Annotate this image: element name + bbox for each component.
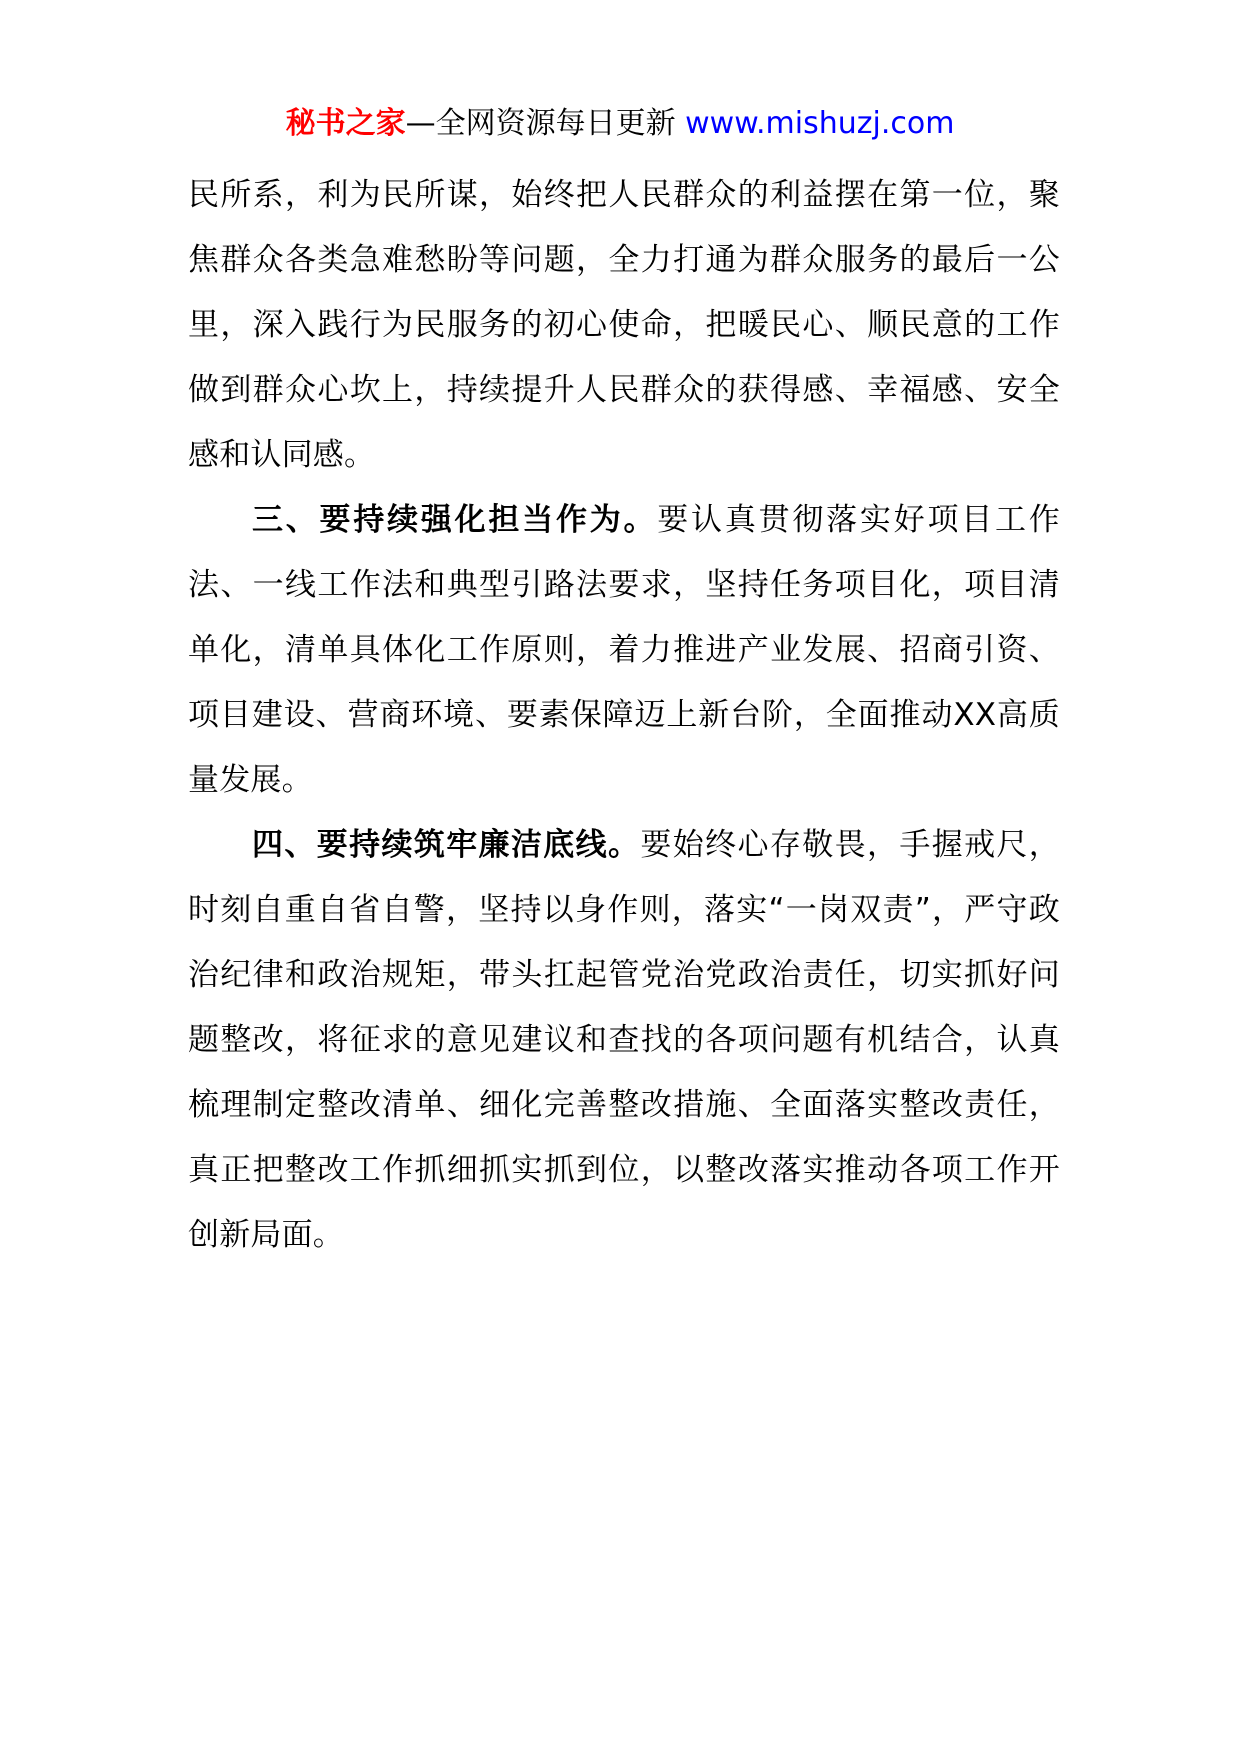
page-header bbox=[0, 100, 1240, 148]
paragraph-section-4 bbox=[188, 813, 1060, 1268]
paragraph-text: 民所系，利为民所谋，始终把人民群众的利益摆在第一位，聚焦群众各类急难愁盼等问题，全力打通为群众服务的最后一公里，深入践行为民服务的初心使命，把暖民心、顺民意的工作做到群众心坎上，持续提升人民群众的获得感、幸福感、安全感和认同感。 bbox=[188, 177, 1060, 473]
section-3-heading: 三、要持续强化担当作为。 bbox=[252, 502, 658, 538]
section-3-text: 要认真贯彻落实好项目工作法、一线工作法和典型引路法要求，坚持任务项目化，项目清单化，清单具体化工作原则，着力推进产业发展、招商引资、项目建设、营商环境、要素保障迈上新台阶，全面推动XX高质量发展。 bbox=[188, 502, 1060, 798]
header-slogan: —全网资源每日更新 bbox=[405, 106, 676, 141]
brand-name: 秘书之家 bbox=[285, 106, 406, 141]
paragraph-section-3 bbox=[188, 488, 1060, 813]
site-url-link[interactable]: www.mishuzj.com bbox=[685, 106, 955, 141]
section-4-text: 要始终心存敬畏，手握戒尺，时刻自重自省自警，坚持以身作则，落实“一岗双责”，严守政治纪律和政治规矩，带头扛起管党治党政治责任，切实抓好问题整改，将征求的意见建议和查找的各项问题有机结合，认真梳理制定整改清单、细化完善整改措施、全面落实整改责任，真正把整改工作抓细抓实抓到位，以整改落实推动各项工作开创新局面。 bbox=[188, 827, 1060, 1253]
section-4-heading: 四、要持续筑牢廉洁底线。 bbox=[252, 827, 641, 863]
document-body bbox=[188, 163, 1060, 1268]
paragraph-continuation bbox=[188, 163, 1060, 488]
